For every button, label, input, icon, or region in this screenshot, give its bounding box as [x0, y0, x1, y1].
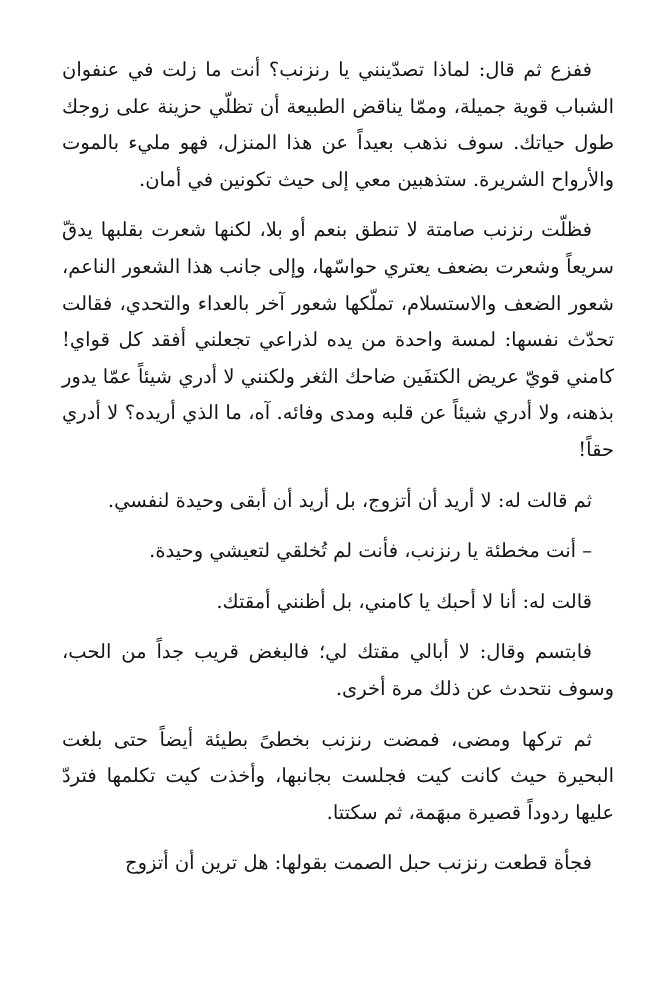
paragraph: فظلّت رنزنب صامتة لا تنطق بنعم أو بلا، لكنها شعرت بقلبها يدقّ سريعاً وشعرت بضعف يعتري حواسّها، وإلى جانب هذا الشعور الناعم، شعور الضعف والاستسلام، تملّكها شعور آخر بالعداء والتحدي، فقالت تحدّث نفسها: لمسة واحدة من يده لذراعي تجعلني أفقد كل قواي! كامني قويّ عريض الكتفَين ضاحك الثغر ولكنني لا أدري شيئاً عمّا يدور بذهنه، ولا أدري شيئاً عن قلبه ومدى وفائه. آه، ما الذي أريده؟ لا أدري حقاً!	[62, 218, 614, 461]
paragraph: قالت له: أنا لا أحبك يا كامني، بل أظنني أمقتك.	[216, 589, 592, 613]
book-page	[62, 52, 614, 882]
paragraph: ثم قالت له: لا أريد أن أتزوج، بل أريد أن أبقى وحيدة لنفسي.	[107, 488, 592, 512]
paragraph: فابتسم وقال: لا أبالي مقتك لي؛ فالبغض قريب جداً من الحب، وسوف نتحدث عن ذلك مرة أخرى.	[62, 640, 614, 700]
paragraph: ففزع ثم قال: لماذا تصدّينني يا رنزنب؟ أنت ما زلت في عنفوان الشباب قوية جميلة، وممّا يناقض الطبيعة أن تظلّي حزينة على زوجك طول حياتك. سوف نذهب بعيداً عن هذا المنزل، فهو مليء بالموت والأرواح الشريرة. ستذهبين معي إلى حيث تكونين في أمان.	[62, 58, 614, 191]
paragraph: – أنت مخطئة يا رنزنب، فأنت لم تُخلقي لتعيشي وحيدة.	[149, 539, 592, 563]
paragraph: فجأة قطعت رنزنب حبل الصمت بقولها: هل ترين أن أتزوج	[125, 851, 592, 875]
paragraph: ثم تركها ومضى، فمضت رنزنب بخطىً بطيئة أيضاً حتى بلغت البحيرة حيث كانت كيت فجلست بجانبها، وأخذت كيت تكلمها فتردّ عليها ردوداً قصيرة مبهَمة، ثم سكتتا.	[62, 727, 614, 824]
